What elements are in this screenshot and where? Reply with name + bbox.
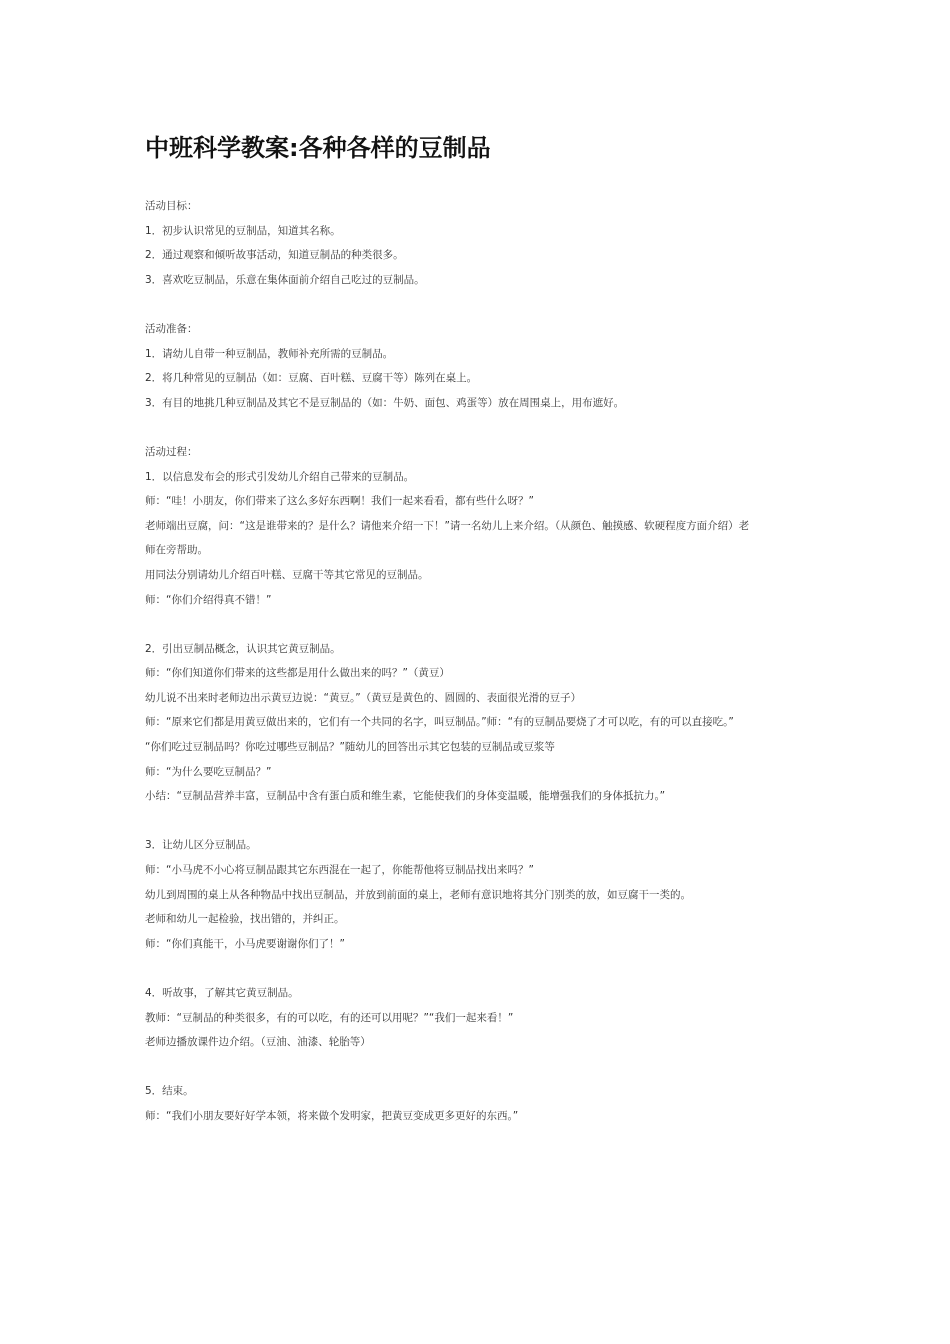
text-line: 幼儿说不出来时老师边出示黄豆边说：“黄豆。”（黄豆是黄色的、圆圆的、表面很光滑的豆子）	[145, 691, 582, 704]
text-line: 3．喜欢吃豆制品，乐意在集体面前介绍自己吃过的豆制品。	[145, 273, 425, 286]
text-line: 小结：“豆制品营养丰富，豆制品中含有蛋白质和维生素，它能使我们的身体变温暖，能增强我们的身体抵抗力。”	[145, 790, 666, 803]
text-line: 5．结束。	[145, 1085, 194, 1098]
document-title: 中班科学教案:各种各样的豆制品	[145, 134, 491, 162]
text-line: 师：“我们小朋友要好好学本领，将来做个发明家，把黄豆变成更多更好的东西。”	[145, 1109, 519, 1122]
text-line: 师：“原来它们都是用黄豆做出来的，它们有一个共同的名字，叫豆制品。”师：“有的豆制品要烧了才可以吃，有的可以直接吃。”	[145, 716, 734, 729]
text-line: 2．引出豆制品概念，认识其它黄豆制品。	[145, 642, 341, 655]
paragraph-gap	[145, 415, 810, 440]
text-line: 师：“小马虎不小心将豆制品跟其它东西混在一起了，你能帮他将豆制品找出来吗？”	[145, 864, 534, 877]
paragraph-gap	[145, 612, 810, 637]
text-line: 1．请幼儿自带一种豆制品，教师补充所需的豆制品。	[145, 347, 394, 360]
paragraph-gap	[145, 292, 810, 317]
text-line: 3．让幼儿区分豆制品。	[145, 839, 257, 852]
text-line: 师：“为什么要吃豆制品？”	[145, 765, 272, 778]
text-line: 师：“你们真能干，小马虎要谢谢你们了！”	[145, 937, 345, 950]
text-line: “你们吃过豆制品吗？你吃过哪些豆制品？”随幼儿的回答出示其它包装的豆制品或豆浆等	[145, 741, 555, 754]
text-line: 师在旁帮助。	[145, 544, 208, 557]
paragraph-gap	[145, 809, 810, 834]
paragraph-gap	[145, 1055, 810, 1080]
text-line: 4．听故事，了解其它黄豆制品。	[145, 987, 299, 999]
text-line: 1．以信息发布会的形式引发幼儿介绍自己带来的豆制品。	[145, 470, 415, 483]
text-line: 用同法分别请幼儿介绍百叶糕、豆腐干等其它常见的豆制品。	[145, 568, 429, 581]
text-line: 1．初步认识常见的豆制品，知道其名称。	[145, 224, 341, 237]
text-line: 2．通过观察和倾听故事活动，知道豆制品的种类很多。	[145, 249, 404, 262]
text-line: 活动准备：	[145, 322, 198, 335]
text-line: 3．有目的地挑几种豆制品及其它不是豆制品的（如：牛奶、面包、鸡蛋等）放在周围桌上，用布遮好。	[145, 396, 625, 409]
text-line: 老师边播放课件边介绍。（豆油、油漆、轮胎等）	[145, 1036, 371, 1049]
text-line: 师：“你们知道你们带来的这些都是用什么做出来的吗？”（黄豆）	[145, 667, 450, 680]
text-line: 教师：“豆制品的种类很多，有的可以吃，有的还可以用呢？”“我们一起来看！”	[145, 1011, 514, 1024]
text-line: 老师和幼儿一起检验，找出错的，并纠正。	[145, 913, 345, 926]
text-line: 师：“你们介绍得真不错！”	[145, 593, 272, 606]
text-line: 幼儿到周围的桌上从各种物品中找出豆制品，并放到前面的桌上，老师有意识地将其分门别类的放，如豆腐干一类的。	[145, 888, 691, 901]
text-line: 师：“哇！小朋友，你们带来了这么多好东西啊！我们一起来看看，都有些什么呀？”	[145, 495, 534, 508]
text-line: 老师端出豆腐，问：“这是谁带来的？是什么？请他来介绍一下！”请一名幼儿上来介绍。（从颜色、触摸感、软硬程度方面介绍）老	[145, 519, 750, 532]
text-line: 活动过程：	[145, 445, 198, 458]
text-line: 活动目标：	[145, 200, 198, 212]
document-body	[145, 194, 810, 1129]
paragraph-gap	[145, 956, 810, 981]
text-line: 2．将几种常见的豆制品（如：豆腐、百叶糕、豆腐干等）陈列在桌上。	[145, 372, 478, 385]
